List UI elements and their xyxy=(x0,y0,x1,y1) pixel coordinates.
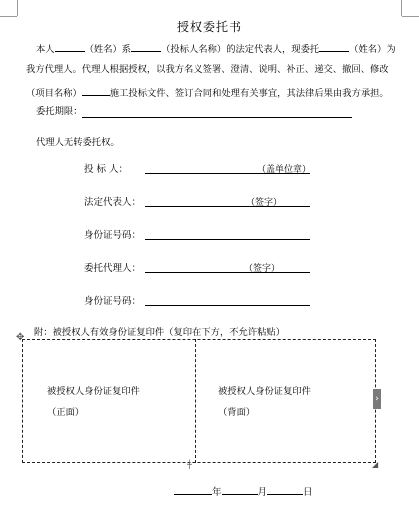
sig-line-legal[interactable] xyxy=(145,206,310,207)
sig-label-id1: 身份证号码： xyxy=(84,230,142,241)
copy-left-line2: （正面） xyxy=(47,407,85,418)
corner-resize-handle-icon[interactable]: ◢ xyxy=(372,460,379,469)
para-text-7: 施工投标文件、签订合同和处理有关事宜，其法律后果由我方承担。 xyxy=(109,88,389,99)
move-handle-icon[interactable]: ✥ xyxy=(16,332,25,343)
no-subdelegation: 代理人无转委托权。 xyxy=(36,137,120,148)
sig-line-agent[interactable] xyxy=(145,272,310,273)
blank-name[interactable] xyxy=(55,42,85,52)
id-copy-frame[interactable] xyxy=(22,339,376,463)
resize-handle-icon[interactable]: ┼ xyxy=(187,460,192,469)
date-day-blank[interactable] xyxy=(267,485,303,495)
sig-hint-legal: （签字） xyxy=(246,198,283,208)
blank-bidder[interactable] xyxy=(131,42,161,52)
sig-label-id2: 身份证号码： xyxy=(84,296,142,307)
side-handle-icon[interactable]: › xyxy=(373,389,381,409)
crop-mark-top-left-v xyxy=(17,0,18,16)
para-text-6: （项目名称） xyxy=(26,88,82,99)
copy-left-line1: 被授权人身份证复印件 xyxy=(47,386,140,397)
crop-mark-top-right-v xyxy=(401,0,402,16)
para-line-2: 我方代理人。代理人根据授权，以我方名义签署、澄清、说明、补正、递交、撤回、修改 xyxy=(26,64,389,75)
para-line-1 xyxy=(36,42,396,56)
term-line[interactable] xyxy=(82,117,352,118)
blank-delegate-name[interactable] xyxy=(319,42,349,52)
date-month-blank[interactable] xyxy=(222,485,258,495)
date-year-blank[interactable] xyxy=(174,485,212,495)
term-label: 委托期限： xyxy=(36,106,83,117)
para-text-4: （姓名）为 xyxy=(349,44,396,55)
date-month: 月 xyxy=(257,487,268,498)
date-row xyxy=(174,484,313,498)
date-year: 年 xyxy=(212,487,222,498)
crop-mark-top-left-h xyxy=(0,16,17,17)
copy-right-line1: 被授权人身份证复印件 xyxy=(218,386,311,397)
sig-line-id1[interactable] xyxy=(145,239,310,240)
crop-mark-top-right-h xyxy=(402,16,419,17)
sig-label-agent: 委托代理人： xyxy=(84,263,142,274)
blank-project[interactable] xyxy=(82,86,110,96)
para-text-3: （投标人名称）的法定代表人，现委托 xyxy=(161,44,320,55)
sig-label-bidder: 投 标 人： xyxy=(84,164,129,175)
sig-label-legal: 法定代表人： xyxy=(84,197,142,208)
attachment-note: 附：被授权人有效身份证复印件（复印在下方，不允许粘贴） xyxy=(34,327,286,338)
document-title: 授权委托书 xyxy=(176,20,242,34)
para-text-1: 本人 xyxy=(36,44,55,55)
sig-hint-agent: （签字） xyxy=(244,264,281,274)
copy-right-line2: （背面） xyxy=(218,407,256,418)
sig-hint-bidder: （盖单位章） xyxy=(257,165,312,175)
date-day: 日 xyxy=(303,487,313,498)
sig-line-id2[interactable] xyxy=(145,305,310,306)
para-text-2: （姓名）系 xyxy=(84,44,132,55)
para-line-3 xyxy=(26,86,389,100)
id-copy-divider xyxy=(195,339,196,463)
